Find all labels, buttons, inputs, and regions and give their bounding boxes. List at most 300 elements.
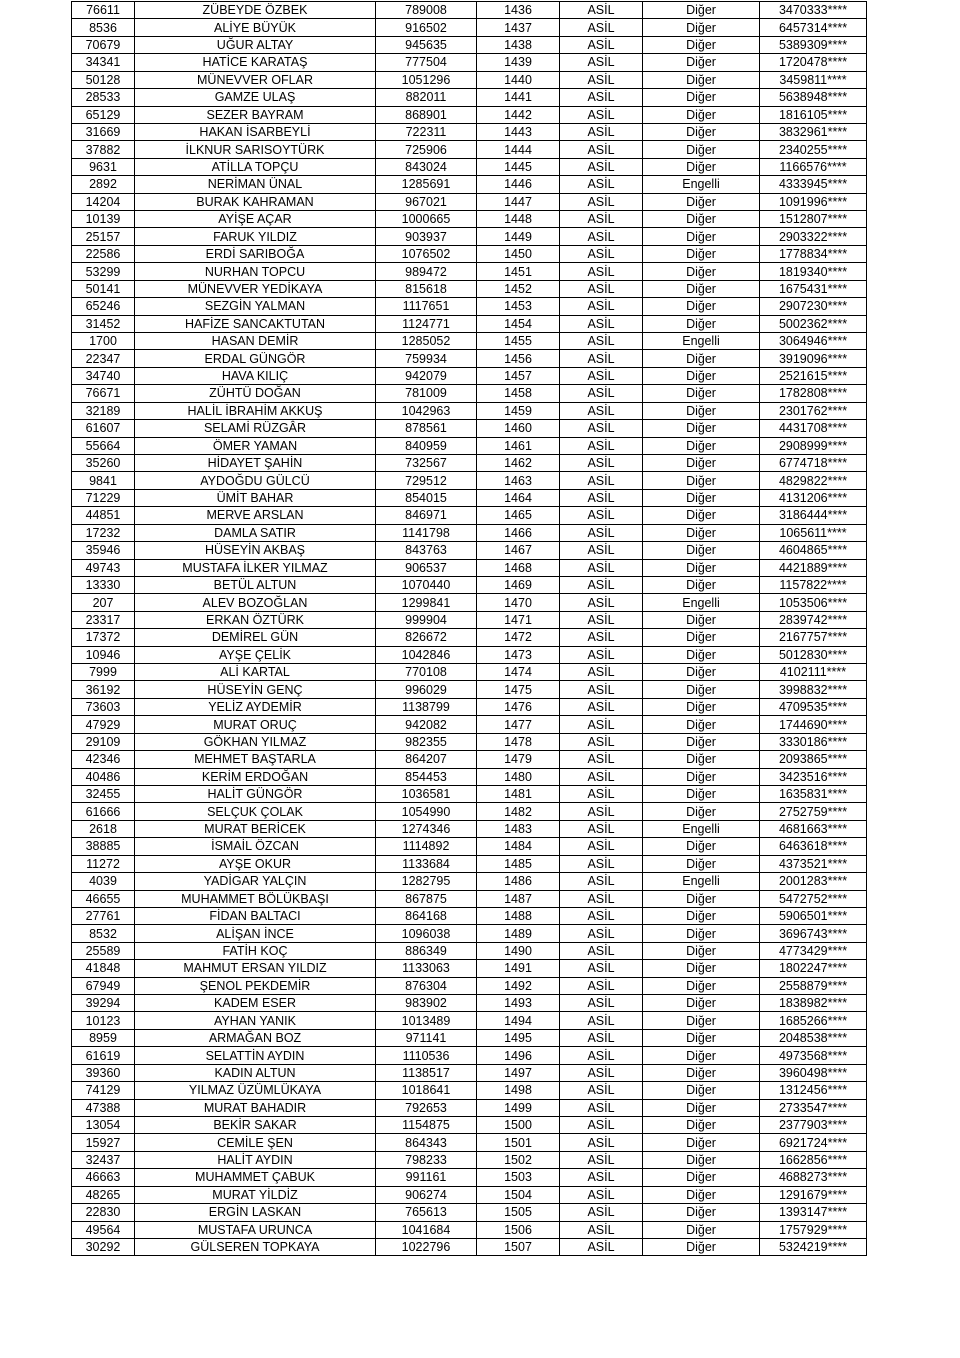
- cell-no: 74129: [72, 1082, 135, 1099]
- table-row: [72, 507, 867, 524]
- table-row: [72, 228, 867, 245]
- cell-score: 882011: [376, 89, 477, 106]
- cell-no: 37882: [72, 141, 135, 158]
- cell-score: 1051296: [376, 71, 477, 88]
- cell-score: 1133063: [376, 960, 477, 977]
- cell-rank: 1500: [477, 1117, 560, 1134]
- cell-rank: 1445: [477, 158, 560, 175]
- cell-id: 2521615****: [760, 367, 867, 384]
- cell-rank: 1442: [477, 106, 560, 123]
- cell-rank: 1436: [477, 2, 560, 19]
- cell-status: ASİL: [560, 19, 643, 36]
- cell-id: 1393147****: [760, 1204, 867, 1221]
- cell-score: 1096038: [376, 925, 477, 942]
- cell-no: 11272: [72, 855, 135, 872]
- cell-no: 48265: [72, 1186, 135, 1203]
- cell-category: Diğer: [643, 524, 760, 541]
- table-row: [72, 106, 867, 123]
- cell-id: 3470333****: [760, 2, 867, 19]
- cell-score: 792653: [376, 1099, 477, 1116]
- cell-rank: 1506: [477, 1221, 560, 1238]
- cell-status: ASİL: [560, 193, 643, 210]
- cell-id: 3064946****: [760, 333, 867, 350]
- cell-score: 789008: [376, 2, 477, 19]
- cell-rank: 1461: [477, 437, 560, 454]
- cell-score: 1138799: [376, 698, 477, 715]
- cell-name: MUSTAFA URUNCA: [135, 1221, 376, 1238]
- cell-status: ASİL: [560, 1029, 643, 1046]
- cell-id: 4131206****: [760, 489, 867, 506]
- cell-id: 4688273****: [760, 1169, 867, 1186]
- cell-status: ASİL: [560, 350, 643, 367]
- cell-name: YELİZ AYDEMİR: [135, 698, 376, 715]
- cell-category: Diğer: [643, 542, 760, 559]
- cell-score: 1041684: [376, 1221, 477, 1238]
- cell-name: ZÜHTÜ DOĞAN: [135, 385, 376, 402]
- cell-no: 25589: [72, 942, 135, 959]
- cell-rank: 1494: [477, 1012, 560, 1029]
- cell-status: ASİL: [560, 245, 643, 262]
- cell-status: ASİL: [560, 1082, 643, 1099]
- table-row: [72, 768, 867, 785]
- cell-category: Diğer: [643, 803, 760, 820]
- table-row: [72, 559, 867, 576]
- cell-name: MURAT BAHADIR: [135, 1099, 376, 1116]
- cell-score: 1036581: [376, 785, 477, 802]
- table-row: [72, 855, 867, 872]
- table-row: [72, 71, 867, 88]
- cell-rank: 1484: [477, 838, 560, 855]
- cell-rank: 1497: [477, 1064, 560, 1081]
- cell-rank: 1456: [477, 350, 560, 367]
- cell-status: ASİL: [560, 594, 643, 611]
- cell-no: 70679: [72, 36, 135, 53]
- table-row: [72, 838, 867, 855]
- cell-no: 41848: [72, 960, 135, 977]
- cell-category: Diğer: [643, 1099, 760, 1116]
- cell-score: 732567: [376, 454, 477, 471]
- cell-name: SEZGİN YALMAN: [135, 298, 376, 315]
- cell-status: ASİL: [560, 454, 643, 471]
- cell-name: DAMLA SATIR: [135, 524, 376, 541]
- cell-status: ASİL: [560, 1204, 643, 1221]
- cell-score: 765613: [376, 1204, 477, 1221]
- cell-score: 991161: [376, 1169, 477, 1186]
- cell-no: 46655: [72, 890, 135, 907]
- cell-id: 5002362****: [760, 315, 867, 332]
- table-row: [72, 1047, 867, 1064]
- table-row: [72, 524, 867, 541]
- cell-name: HÜSEYİN GENÇ: [135, 681, 376, 698]
- cell-id: 1065611****: [760, 524, 867, 541]
- cell-id: 2908999****: [760, 437, 867, 454]
- cell-status: ASİL: [560, 280, 643, 297]
- cell-id: 1053506****: [760, 594, 867, 611]
- cell-id: 4431708****: [760, 420, 867, 437]
- cell-score: 826672: [376, 629, 477, 646]
- cell-rank: 1502: [477, 1151, 560, 1168]
- cell-id: 1744690****: [760, 716, 867, 733]
- cell-name: FİDAN BALTACI: [135, 907, 376, 924]
- cell-rank: 1448: [477, 211, 560, 228]
- cell-name: BEKİR SAKAR: [135, 1117, 376, 1134]
- table-row: [72, 716, 867, 733]
- cell-score: 1042846: [376, 646, 477, 663]
- cell-score: 886349: [376, 942, 477, 959]
- cell-category: Diğer: [643, 245, 760, 262]
- cell-category: Diğer: [643, 1117, 760, 1134]
- cell-rank: 1499: [477, 1099, 560, 1116]
- table-row: [72, 158, 867, 175]
- cell-category: Diğer: [643, 681, 760, 698]
- cell-id: 3919096****: [760, 350, 867, 367]
- table-row: [72, 820, 867, 837]
- cell-category: Diğer: [643, 1029, 760, 1046]
- cell-name: ŞENOL PEKDEMİR: [135, 977, 376, 994]
- cell-no: 65246: [72, 298, 135, 315]
- cell-score: 989472: [376, 263, 477, 280]
- cell-no: 17232: [72, 524, 135, 541]
- cell-id: 3832961****: [760, 123, 867, 140]
- table-row: [72, 1221, 867, 1238]
- cell-id: 1778834****: [760, 245, 867, 262]
- cell-category: Diğer: [643, 838, 760, 855]
- cell-category: Diğer: [643, 907, 760, 924]
- table-row: [72, 402, 867, 419]
- cell-score: 781009: [376, 385, 477, 402]
- cell-category: Diğer: [643, 36, 760, 53]
- cell-score: 854015: [376, 489, 477, 506]
- cell-rank: 1439: [477, 54, 560, 71]
- table-row: [72, 19, 867, 36]
- cell-score: 815618: [376, 280, 477, 297]
- cell-category: Diğer: [643, 437, 760, 454]
- cell-rank: 1495: [477, 1029, 560, 1046]
- cell-category: Engelli: [643, 594, 760, 611]
- cell-rank: 1491: [477, 960, 560, 977]
- table-row: [72, 803, 867, 820]
- table-row: [72, 629, 867, 646]
- cell-no: 32455: [72, 785, 135, 802]
- cell-score: 942082: [376, 716, 477, 733]
- cell-score: 1070440: [376, 576, 477, 593]
- cell-name: HAKAN İSARBEYLİ: [135, 123, 376, 140]
- cell-rank: 1477: [477, 716, 560, 733]
- table-row: [72, 298, 867, 315]
- cell-score: 996029: [376, 681, 477, 698]
- cell-name: MURAT YİLDİZ: [135, 1186, 376, 1203]
- cell-rank: 1467: [477, 542, 560, 559]
- cell-status: ASİL: [560, 681, 643, 698]
- cell-name: ÜMİT BAHAR: [135, 489, 376, 506]
- cell-status: ASİL: [560, 1012, 643, 1029]
- cell-score: 864207: [376, 751, 477, 768]
- table-row: [72, 385, 867, 402]
- cell-status: ASİL: [560, 1169, 643, 1186]
- cell-category: Diğer: [643, 2, 760, 19]
- table-row: [72, 263, 867, 280]
- table-row: [72, 907, 867, 924]
- cell-id: 2377903****: [760, 1117, 867, 1134]
- cell-id: 1802247****: [760, 960, 867, 977]
- cell-name: MÜNEVVER OFLAR: [135, 71, 376, 88]
- cell-no: 15927: [72, 1134, 135, 1151]
- cell-category: Diğer: [643, 977, 760, 994]
- cell-category: Diğer: [643, 855, 760, 872]
- cell-score: 906537: [376, 559, 477, 576]
- cell-category: Diğer: [643, 646, 760, 663]
- cell-no: 22830: [72, 1204, 135, 1221]
- table-row: [72, 1012, 867, 1029]
- cell-score: 1000665: [376, 211, 477, 228]
- table-row: [72, 333, 867, 350]
- cell-category: Diğer: [643, 123, 760, 140]
- cell-category: Diğer: [643, 960, 760, 977]
- cell-no: 31669: [72, 123, 135, 140]
- cell-category: Diğer: [643, 1169, 760, 1186]
- table-row: [72, 925, 867, 942]
- cell-status: ASİL: [560, 385, 643, 402]
- cell-category: Diğer: [643, 454, 760, 471]
- cell-id: 2839742****: [760, 611, 867, 628]
- cell-category: Diğer: [643, 1221, 760, 1238]
- cell-name: MUSTAFA İLKER YILMAZ: [135, 559, 376, 576]
- cell-name: GÖKHAN YILMAZ: [135, 733, 376, 750]
- cell-id: 1662856****: [760, 1151, 867, 1168]
- cell-category: Engelli: [643, 333, 760, 350]
- cell-category: Diğer: [643, 1204, 760, 1221]
- cell-rank: 1474: [477, 664, 560, 681]
- cell-rank: 1452: [477, 280, 560, 297]
- cell-status: ASİL: [560, 629, 643, 646]
- table-row: [72, 576, 867, 593]
- table-row: [72, 454, 867, 471]
- table-row: [72, 1099, 867, 1116]
- cell-score: 878561: [376, 420, 477, 437]
- cell-id: 3459811****: [760, 71, 867, 88]
- cell-id: 2167757****: [760, 629, 867, 646]
- cell-no: 10946: [72, 646, 135, 663]
- cell-category: Diğer: [643, 193, 760, 210]
- table-row: [72, 1082, 867, 1099]
- cell-status: ASİL: [560, 855, 643, 872]
- cell-name: İLKNUR SARISOYTÜRK: [135, 141, 376, 158]
- cell-no: 28533: [72, 89, 135, 106]
- cell-name: NURHAN TOPCU: [135, 263, 376, 280]
- cell-no: 55664: [72, 437, 135, 454]
- cell-score: 864343: [376, 1134, 477, 1151]
- cell-no: 49743: [72, 559, 135, 576]
- cell-rank: 1482: [477, 803, 560, 820]
- table-row: [72, 594, 867, 611]
- table-row: [72, 1134, 867, 1151]
- cell-no: 36192: [72, 681, 135, 698]
- cell-score: 868901: [376, 106, 477, 123]
- cell-no: 13054: [72, 1117, 135, 1134]
- cell-category: Engelli: [643, 176, 760, 193]
- cell-id: 1675431****: [760, 280, 867, 297]
- cell-id: 3998832****: [760, 681, 867, 698]
- cell-no: 25157: [72, 228, 135, 245]
- cell-name: HALİT AYDIN: [135, 1151, 376, 1168]
- cell-no: 39360: [72, 1064, 135, 1081]
- cell-status: ASİL: [560, 576, 643, 593]
- cell-status: ASİL: [560, 437, 643, 454]
- cell-category: Diğer: [643, 367, 760, 384]
- cell-id: 1720478****: [760, 54, 867, 71]
- cell-id: 2752759****: [760, 803, 867, 820]
- cell-category: Diğer: [643, 768, 760, 785]
- cell-name: UĞUR ALTAY: [135, 36, 376, 53]
- cell-category: Diğer: [643, 1012, 760, 1029]
- cell-status: ASİL: [560, 263, 643, 280]
- cell-id: 2301762****: [760, 402, 867, 419]
- table-row: [72, 873, 867, 890]
- cell-name: BETÜL ALTUN: [135, 576, 376, 593]
- cell-no: 9841: [72, 472, 135, 489]
- cell-status: ASİL: [560, 1238, 643, 1255]
- cell-id: 3960498****: [760, 1064, 867, 1081]
- cell-id: 4604865****: [760, 542, 867, 559]
- cell-id: 6921724****: [760, 1134, 867, 1151]
- cell-status: ASİL: [560, 176, 643, 193]
- cell-status: ASİL: [560, 803, 643, 820]
- cell-category: Diğer: [643, 402, 760, 419]
- cell-no: 32189: [72, 402, 135, 419]
- cell-score: 854453: [376, 768, 477, 785]
- cell-category: Diğer: [643, 559, 760, 576]
- cell-id: 2093865****: [760, 751, 867, 768]
- cell-id: 4333945****: [760, 176, 867, 193]
- cell-score: 729512: [376, 472, 477, 489]
- table-row: [72, 1064, 867, 1081]
- cell-rank: 1441: [477, 89, 560, 106]
- cell-score: 1110536: [376, 1047, 477, 1064]
- cell-name: ZÜBEYDE ÖZBEK: [135, 2, 376, 19]
- cell-id: 2733547****: [760, 1099, 867, 1116]
- cell-rank: 1486: [477, 873, 560, 890]
- cell-status: ASİL: [560, 890, 643, 907]
- table-row: [72, 1169, 867, 1186]
- cell-name: MURAT ORUÇ: [135, 716, 376, 733]
- cell-status: ASİL: [560, 54, 643, 71]
- cell-rank: 1465: [477, 507, 560, 524]
- cell-id: 1512807****: [760, 211, 867, 228]
- table-row: [72, 681, 867, 698]
- cell-category: Diğer: [643, 576, 760, 593]
- cell-id: 3330186****: [760, 733, 867, 750]
- table-row: [72, 211, 867, 228]
- cell-status: ASİL: [560, 1047, 643, 1064]
- cell-rank: 1504: [477, 1186, 560, 1203]
- table-row: [72, 977, 867, 994]
- cell-id: 4373521****: [760, 855, 867, 872]
- table-row: [72, 2, 867, 19]
- cell-no: 207: [72, 594, 135, 611]
- cell-no: 30292: [72, 1238, 135, 1255]
- cell-no: 10139: [72, 211, 135, 228]
- cell-no: 8959: [72, 1029, 135, 1046]
- cell-score: 777504: [376, 54, 477, 71]
- cell-status: ASİL: [560, 141, 643, 158]
- cell-no: 40486: [72, 768, 135, 785]
- cell-score: 1285052: [376, 333, 477, 350]
- cell-no: 71229: [72, 489, 135, 506]
- cell-name: HATİCE KARATAŞ: [135, 54, 376, 71]
- cell-no: 22586: [72, 245, 135, 262]
- cell-name: HASAN DEMİR: [135, 333, 376, 350]
- cell-rank: 1470: [477, 594, 560, 611]
- table-row: [72, 542, 867, 559]
- cell-rank: 1444: [477, 141, 560, 158]
- table-row: [72, 123, 867, 140]
- table-row: [72, 245, 867, 262]
- cell-name: BURAK KAHRAMAN: [135, 193, 376, 210]
- cell-category: Diğer: [643, 1134, 760, 1151]
- cell-no: 17372: [72, 629, 135, 646]
- cell-id: 1157822****: [760, 576, 867, 593]
- cell-name: HÜSEYİN AKBAŞ: [135, 542, 376, 559]
- cell-status: ASİL: [560, 89, 643, 106]
- cell-score: 906274: [376, 1186, 477, 1203]
- cell-category: Diğer: [643, 1047, 760, 1064]
- cell-no: 53299: [72, 263, 135, 280]
- cell-score: 759934: [376, 350, 477, 367]
- cell-no: 47388: [72, 1099, 135, 1116]
- cell-name: ERKAN ÖZTÜRK: [135, 611, 376, 628]
- cell-rank: 1478: [477, 733, 560, 750]
- cell-status: ASİL: [560, 123, 643, 140]
- cell-status: ASİL: [560, 820, 643, 837]
- cell-id: 4102111****: [760, 664, 867, 681]
- cell-name: AYŞE OKUR: [135, 855, 376, 872]
- cell-score: 903937: [376, 228, 477, 245]
- cell-name: KERİM ERDOĞAN: [135, 768, 376, 785]
- table-row: [72, 367, 867, 384]
- cell-category: Diğer: [643, 1064, 760, 1081]
- cell-score: 1013489: [376, 1012, 477, 1029]
- table-row: [72, 350, 867, 367]
- cell-name: AYŞE ÇELİK: [135, 646, 376, 663]
- cell-no: 14204: [72, 193, 135, 210]
- cell-rank: 1485: [477, 855, 560, 872]
- cell-name: AYİŞE AÇAR: [135, 211, 376, 228]
- cell-rank: 1476: [477, 698, 560, 715]
- cell-no: 29109: [72, 733, 135, 750]
- cell-name: AYDOĞDU GÜLCÜ: [135, 472, 376, 489]
- cell-rank: 1453: [477, 298, 560, 315]
- cell-category: Diğer: [643, 280, 760, 297]
- cell-rank: 1466: [477, 524, 560, 541]
- cell-name: HAFİZE SANCAKTUTAN: [135, 315, 376, 332]
- cell-status: ASİL: [560, 646, 643, 663]
- table-row: [72, 751, 867, 768]
- cell-name: ERGİN LASKAN: [135, 1204, 376, 1221]
- cell-id: 1685266****: [760, 1012, 867, 1029]
- cell-no: 38885: [72, 838, 135, 855]
- cell-score: 1124771: [376, 315, 477, 332]
- cell-no: 76611: [72, 2, 135, 19]
- cell-category: Diğer: [643, 489, 760, 506]
- cell-name: ALİYE BÜYÜK: [135, 19, 376, 36]
- cell-category: Diğer: [643, 995, 760, 1012]
- cell-category: Diğer: [643, 228, 760, 245]
- cell-no: 9631: [72, 158, 135, 175]
- cell-no: 2618: [72, 820, 135, 837]
- cell-id: 2340255****: [760, 141, 867, 158]
- cell-name: NERİMAN ÜNAL: [135, 176, 376, 193]
- cell-status: ASİL: [560, 698, 643, 715]
